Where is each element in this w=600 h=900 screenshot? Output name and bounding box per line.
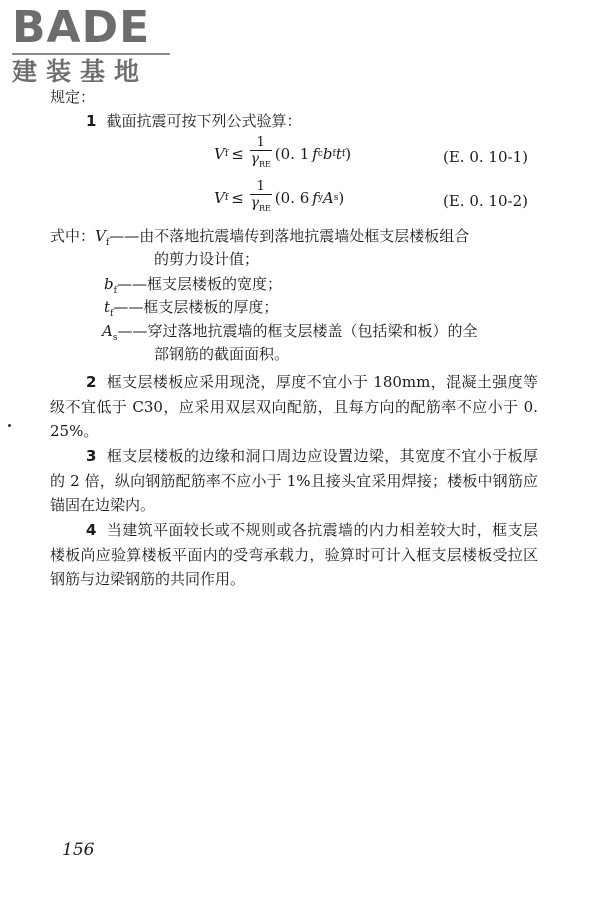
formula-1-numerator: 1: [256, 135, 265, 150]
formula-2-den-sub: RE: [259, 203, 271, 213]
formula-2-close: ): [338, 189, 345, 208]
formula-2-a: A: [322, 189, 334, 208]
where-t-sub: f: [110, 309, 114, 319]
margin-dot: [8, 424, 11, 427]
formula-1-fraction: [250, 136, 272, 173]
formula-1-b-sub: f: [332, 149, 336, 160]
item-3-text: 框支层楼板的边缘和洞口周边应设置边梁，其宽度不宜小于板厚的 2 倍，纵向钢筋配筋率不应小于 1%且接头宜采用焊接；楼板中钢筋应锚固在边梁内。: [50, 447, 538, 514]
where-prefix: 式中：: [50, 227, 96, 245]
item-1: [86, 110, 571, 133]
logo-divider: [12, 53, 170, 55]
where-v-text: 由不落地抗震墙传到落地抗震墙处框支层楼板组合: [139, 227, 470, 245]
where-v-line-2: 的剪力设计值；: [154, 250, 260, 268]
formula-2-numerator: 1: [256, 179, 265, 194]
where-v-symbol: V: [95, 227, 106, 245]
where-a-dash: ——: [117, 322, 148, 340]
where-t-text: 框支层楼板的厚度；: [143, 298, 279, 316]
where-b-sub: f: [113, 286, 117, 296]
formula-1-number: (E. 0. 10-1): [443, 148, 528, 166]
formula-1-operator: ≤: [231, 145, 244, 164]
intro-text: 规定：: [50, 88, 96, 106]
formula-1-close: ): [345, 145, 352, 164]
formula-2-lhs-sub: f: [224, 193, 229, 204]
formula-2-body: (0. 6: [274, 189, 310, 208]
formula-1-denominator: [251, 151, 271, 173]
where-v-sub: f: [105, 238, 110, 248]
where-b-dash: ——: [116, 275, 147, 293]
item-2-number: 2: [86, 373, 97, 391]
page-number: 156: [62, 840, 95, 860]
item-3-number: 3: [86, 447, 97, 465]
formula-2-number: (E. 0. 10-2): [443, 192, 528, 210]
formula-1-lhs: V: [214, 145, 225, 164]
where-v-dash: ——: [109, 227, 140, 245]
formula-2-denominator: [251, 195, 271, 217]
item-3: [50, 444, 538, 518]
formula-1-t-sub: f: [341, 149, 346, 160]
item-2-text: 框支层楼板应采用现浇，厚度不宜小于 180mm，混凝土强度等级不宜低于 C30，应采用双层双向配筋，且每方向的配筋率不应小于 0. 25%。: [50, 373, 538, 440]
logo-subtitle: 建装基地: [12, 57, 149, 86]
brand-logo: [12, 2, 170, 86]
formula-1-body: (0. 1: [274, 145, 310, 164]
formula-1-den-symbol: γ: [250, 151, 260, 167]
formula-1-t: t: [335, 145, 342, 164]
item-4: [50, 518, 538, 592]
where-b-symbol: b: [104, 275, 114, 293]
item-4-number: 4: [86, 521, 97, 539]
where-t-symbol: t: [104, 298, 111, 316]
formula-2-fy: f: [312, 189, 318, 208]
formula-2-den-symbol: γ: [250, 195, 260, 211]
where-a-sub: s: [112, 333, 118, 343]
item-1-text: 截面抗震可按下列公式验算：: [106, 112, 302, 130]
where-b-text: 框支层楼板的宽度；: [146, 275, 282, 293]
where-a-line-2: 部钢筋的截面面积。: [154, 345, 290, 363]
formula-1-fc-sub: c: [317, 149, 323, 160]
where-a-text: 穿过落地抗震墙的框支层楼盖（包括梁和板）的全: [147, 322, 478, 340]
formula-1-lhs-sub: f: [224, 149, 229, 160]
where-v-line: [50, 225, 469, 255]
item-1-number: 1: [86, 112, 97, 130]
where-t-dash: ——: [113, 298, 144, 316]
item-4-text: 当建筑平面较长或不规则或各抗震墙的内力相差较大时，框支层楼板尚应验算楼板平面内的受弯承载力，验算时可计入框支层楼板受拉区钢筋与边梁钢筋的共同作用。: [50, 521, 538, 588]
formula-1-fc: f: [312, 145, 318, 164]
logo-brand-text: BADE: [12, 2, 151, 53]
formula-1-den-sub: RE: [259, 159, 271, 169]
formula-2-operator: ≤: [231, 189, 244, 208]
where-a-symbol: A: [102, 322, 113, 340]
formula-2: [214, 180, 344, 217]
formula-2-fy-sub: y: [317, 193, 323, 204]
item-2: [50, 370, 538, 444]
formula-2-a-sub: s: [333, 193, 339, 204]
formula-1-b: b: [322, 145, 333, 164]
formula-1: [214, 136, 351, 173]
formula-2-fraction: [250, 180, 272, 217]
formula-2-lhs: V: [214, 189, 225, 208]
